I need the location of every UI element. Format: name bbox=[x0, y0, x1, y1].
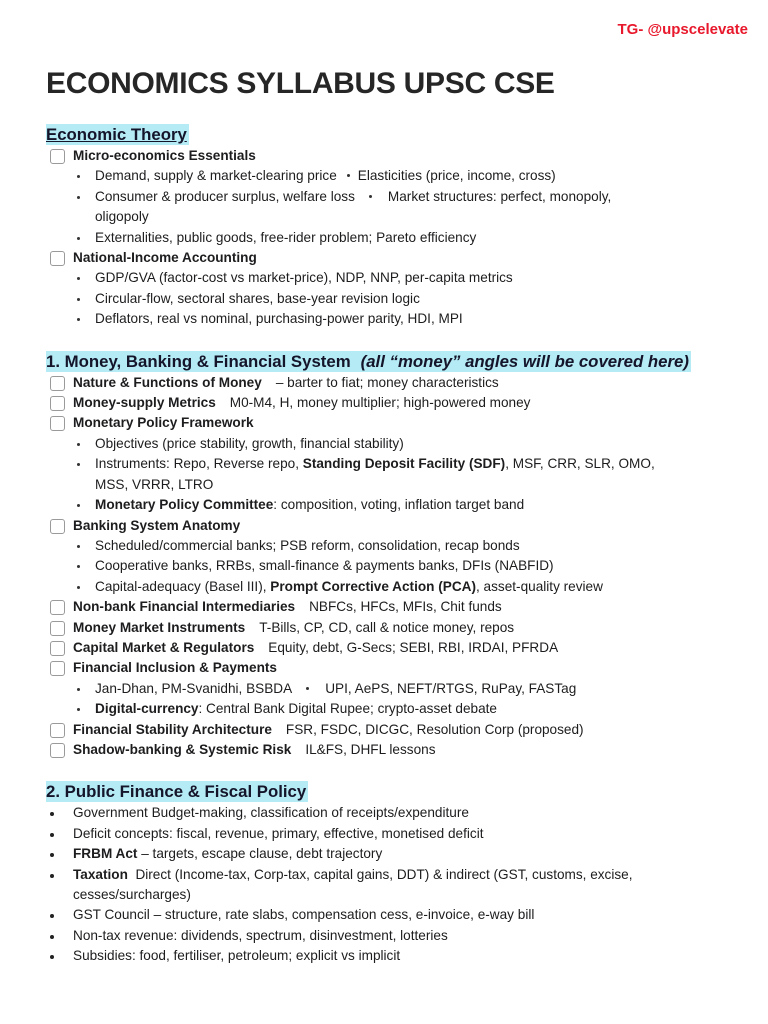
item-detail: NBFCs, HFCs, MFIs, Chit funds bbox=[309, 599, 502, 615]
list-text: cesses/surcharges) bbox=[73, 887, 191, 902]
list-text: – targets, escape clause, debt trajectory bbox=[137, 846, 383, 862]
list-text: GST Council – structure, rate slabs, compensation cess, e-invoice, e-way bill bbox=[73, 907, 535, 923]
checklist-item-nbfi[interactable] bbox=[46, 597, 746, 617]
bullet-item bbox=[46, 268, 746, 288]
page-title: ECONOMICS SYLLABUS UPSC CSE bbox=[46, 67, 555, 100]
heading-main: 2. Public Finance & Fiscal Policy bbox=[46, 782, 307, 802]
bullet-bold: Standing Deposit Facility (SDF) bbox=[302, 456, 506, 472]
checklist-item-money-supply[interactable] bbox=[46, 393, 746, 413]
bullet-text: Consumer & producer surplus, welfare loss bbox=[95, 188, 355, 204]
item-detail: T-Bills, CP, CD, call & notice money, repos bbox=[259, 619, 515, 635]
bullet-text: Circular-flow, sectoral shares, base-year revision logic bbox=[95, 290, 420, 306]
list-continuation bbox=[46, 885, 746, 905]
list-item bbox=[46, 844, 746, 864]
list-text: Deficit concepts: fiscal, revenue, primary, effective, monetised deficit bbox=[73, 825, 484, 841]
checklist-item-nature-money[interactable] bbox=[46, 373, 746, 393]
item-label: Money-supply Metrics bbox=[73, 395, 216, 411]
section-heading-text bbox=[46, 781, 308, 802]
bullet-separator bbox=[369, 195, 372, 198]
checklist-item-banking-anatomy[interactable] bbox=[46, 516, 746, 536]
bullet-text: Instruments: Repo, Reverse repo, bbox=[95, 456, 303, 472]
bullet-text: Jan-Dhan, PM-Svanidhi, BSBDA bbox=[95, 680, 293, 696]
bullet-item bbox=[46, 577, 746, 597]
list-bold: Taxation bbox=[73, 866, 128, 882]
bullet-bold: Prompt Corrective Action (PCA) bbox=[270, 578, 476, 594]
bullet-text: Deflators, real vs nominal, purchasing-power parity, HDI, MPI bbox=[95, 311, 463, 327]
syllabus-content bbox=[46, 124, 746, 967]
checklist-item-money-market[interactable] bbox=[46, 618, 746, 638]
bullet-bold: Digital-currency bbox=[95, 701, 199, 717]
item-label: Money Market Instruments bbox=[73, 619, 246, 635]
bullet-text: Cooperative banks, RRBs, small-finance & payments banks, DFIs (NABFID) bbox=[95, 558, 554, 574]
bullet-item bbox=[46, 187, 746, 207]
bullet-continuation bbox=[46, 207, 746, 227]
bullet-item bbox=[46, 454, 746, 474]
bullet-item bbox=[46, 699, 746, 719]
list-item bbox=[46, 905, 746, 925]
bullet-item bbox=[46, 679, 746, 699]
bullet-text: , asset-quality review bbox=[476, 578, 603, 594]
bullet-text: : Central Bank Digital Rupee; crypto-asset debate bbox=[198, 701, 497, 717]
list-text: Direct (Income-tax, Corp-tax, capital gains, DDT) & indirect (GST, customs, excise, bbox=[127, 866, 633, 882]
bullet-text: oligopoly bbox=[95, 209, 149, 225]
item-label: Financial Stability Architecture bbox=[73, 721, 272, 737]
bullet-text: Market structures: perfect, monopoly, bbox=[387, 188, 612, 204]
section-heading-text: Economic Theory bbox=[46, 125, 187, 144]
item-label: Banking System Anatomy bbox=[73, 517, 241, 533]
item-label: Micro-economics Essentials bbox=[73, 148, 256, 163]
bullet-item bbox=[46, 536, 746, 556]
bullet-text: GDP/GVA (factor-cost vs market-price), NDP, NNP, per-capita metrics bbox=[95, 270, 513, 286]
item-detail: M0-M4, H, money multiplier; high-powered money bbox=[229, 395, 531, 411]
item-label: Monetary Policy Framework bbox=[73, 415, 254, 431]
item-label: Financial Inclusion & Payments bbox=[73, 660, 277, 676]
bullet-text: Demand, supply & market-clearing price bbox=[95, 168, 337, 184]
item-label: Shadow-banking & Systemic Risk bbox=[73, 741, 292, 757]
checklist-item-financial-stability[interactable] bbox=[46, 720, 746, 740]
bullet-item bbox=[46, 434, 746, 454]
section-heading-public-finance bbox=[46, 781, 746, 803]
heading-main: 1. Money, Banking & Financial System bbox=[46, 351, 351, 371]
bullet-text: Capital-adequacy (Basel III), bbox=[95, 578, 271, 594]
bullet-text: Elasticities (price, income, cross) bbox=[357, 168, 556, 184]
list-item bbox=[46, 824, 746, 844]
section-heading-economic-theory bbox=[46, 124, 746, 146]
bullet-bold: Monetary Policy Committee bbox=[95, 497, 274, 513]
list-text: Government Budget-making, classification of receipts/expenditure bbox=[73, 805, 469, 821]
bullet-separator bbox=[306, 687, 309, 690]
bullet-separator bbox=[347, 174, 350, 177]
list-item bbox=[46, 946, 746, 966]
bullet-item bbox=[46, 556, 746, 576]
checklist-item-shadow-banking[interactable] bbox=[46, 740, 746, 760]
list-bold: FRBM Act bbox=[73, 846, 138, 862]
telegram-handle: TG- @upscelevate bbox=[617, 21, 748, 38]
checklist-item-capital-market[interactable] bbox=[46, 638, 746, 658]
list-text: Subsidies: food, fertiliser, petroleum; explicit vs implicit bbox=[73, 948, 401, 964]
bullet-continuation bbox=[46, 475, 746, 495]
list-text: Non-tax revenue: dividends, spectrum, disinvestment, lotteries bbox=[73, 927, 448, 943]
section-heading-text bbox=[46, 351, 691, 372]
bullet-item bbox=[46, 309, 746, 329]
bullet-text: : composition, voting, inflation target band bbox=[273, 497, 525, 513]
bullet-text: MSS, VRRR, LTRO bbox=[95, 476, 214, 492]
item-detail: – barter to fiat; money characteristics bbox=[275, 374, 499, 390]
bullet-text: , MSF, CRR, SLR, OMO, bbox=[505, 456, 655, 472]
checklist-item-financial-inclusion[interactable] bbox=[46, 658, 746, 678]
item-label: Nature & Functions of Money bbox=[73, 374, 262, 390]
heading-note: (all “money” angles will be covered here) bbox=[360, 351, 689, 371]
bullet-text: Objectives (price stability, growth, financial stability) bbox=[95, 435, 404, 451]
item-label: National-Income Accounting bbox=[73, 250, 257, 266]
item-detail: IL&FS, DHFL lessons bbox=[305, 741, 436, 757]
checklist-item-micro[interactable] bbox=[46, 146, 746, 166]
list-item bbox=[46, 926, 746, 946]
bullet-item bbox=[46, 228, 746, 248]
list-item bbox=[46, 803, 746, 823]
list-item bbox=[46, 865, 746, 885]
checklist-item-national-income[interactable] bbox=[46, 248, 746, 268]
item-label: Capital Market & Regulators bbox=[73, 639, 255, 655]
bullet-text: Externalities, public goods, free-rider problem; Pareto efficiency bbox=[95, 229, 477, 245]
bullet-item bbox=[46, 166, 746, 186]
item-label: Non-bank Financial Intermediaries bbox=[73, 599, 296, 615]
item-detail: Equity, debt, G-Secs; SEBI, RBI, IRDAI, PFRDA bbox=[268, 639, 559, 655]
bullet-item bbox=[46, 495, 746, 515]
bullet-text: Scheduled/commercial banks; PSB reform, consolidation, recap bonds bbox=[95, 537, 520, 553]
section-heading-money-banking bbox=[46, 351, 746, 373]
bullet-text: UPI, AePS, NEFT/RTGS, RuPay, FASTag bbox=[325, 680, 577, 696]
bullet-item bbox=[46, 289, 746, 309]
item-detail: FSR, FSDC, DICGC, Resolution Corp (proposed) bbox=[285, 721, 584, 737]
checklist-item-monetary-policy[interactable] bbox=[46, 413, 746, 433]
